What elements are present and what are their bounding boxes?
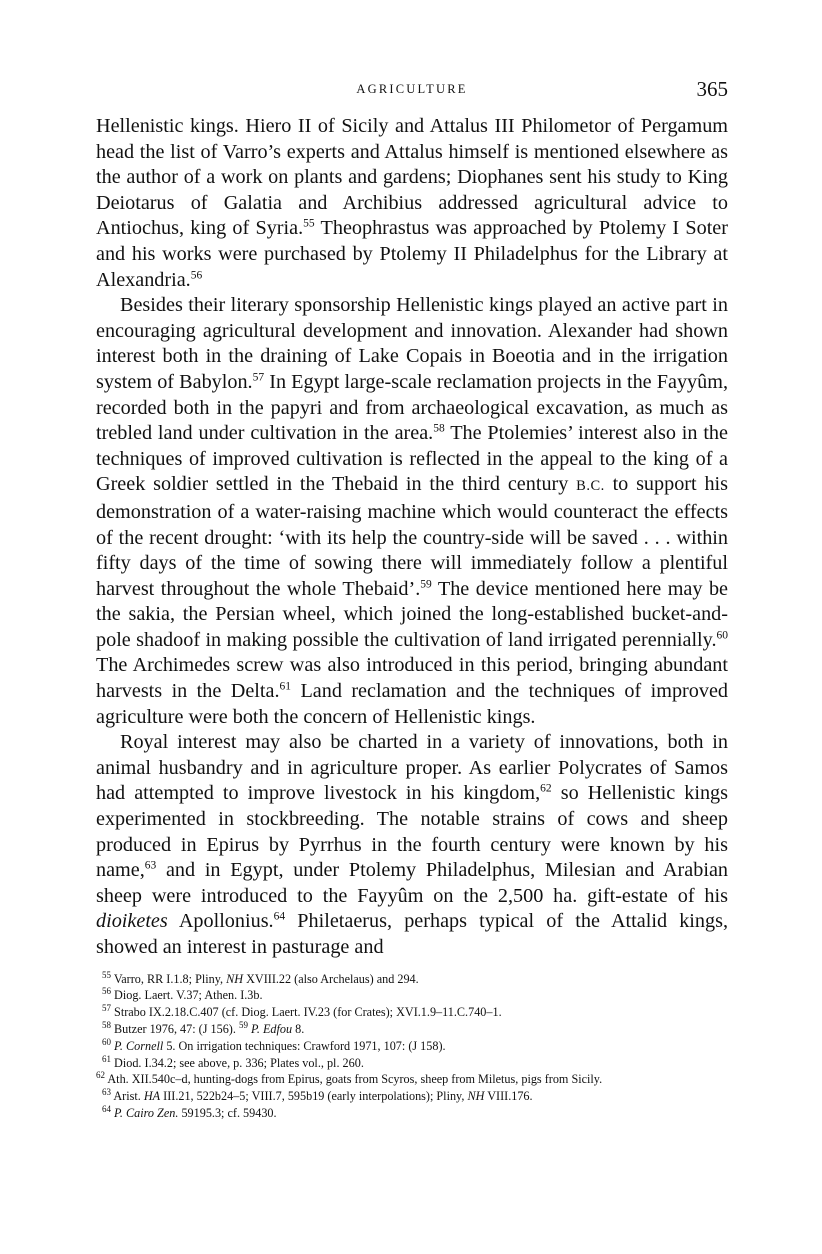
footnote-ref: 57	[252, 371, 265, 384]
running-head	[96, 77, 728, 102]
paragraph	[96, 293, 728, 730]
text-run: Philetaerus, perhaps typical of the Attalid kings, showed an interest in pasturage and	[96, 910, 728, 958]
footnote	[96, 1038, 728, 1055]
italic-run: HA	[143, 1089, 161, 1104]
text-run: Diog. Laert. V.37; Athen. I.3b.	[114, 988, 263, 1003]
italic-run: P. Edfou	[251, 1021, 293, 1036]
footnote	[96, 1021, 728, 1038]
italic-run: NH	[467, 1089, 485, 1104]
footnote-ref: 56	[190, 268, 203, 281]
footnote	[96, 1055, 728, 1072]
text-run: The device mentioned here may be the sakia, the Persian wheel, which joined the long-established bucket-and-pole shadoof in making possible the cultivation of land irrigated perennially.	[96, 577, 728, 651]
footnote-ref: 55	[303, 217, 315, 230]
book-page	[96, 77, 729, 1122]
footnote-number: 63	[102, 1087, 111, 1098]
italic-run: P. Cairo Zen.	[114, 1105, 179, 1120]
text-run: Royal interest may also be charted in a variety of innovations, both in animal husbandry and in agriculture proper. As earlier Polycrates of Samos had attempted to improve livestock in his kingdom,	[96, 731, 728, 805]
italic-run: dioiketes	[96, 910, 168, 933]
text-run: and in Egypt, under Ptolemy Philadelphus, Milesian and Arabian sheep were introduced to the Fayyûm on the 2,500 ha. gift-estate of his	[96, 859, 728, 907]
footnote	[96, 971, 728, 988]
text-run: III.21, 522b24–5; VIII.7, 595b19 (early interpolations); Pliny,	[160, 1089, 468, 1104]
text-run: XVIII.22 (also Archelaus) and 294.	[243, 971, 419, 986]
text-run: Diod. I.34.2; see above, p. 336; Plates vol., pl. 260.	[114, 1055, 364, 1070]
footnote-ref: 62	[540, 782, 552, 795]
paragraph	[96, 114, 728, 293]
small-caps-run: B.C.	[576, 478, 605, 495]
text-run: The Ptolemies’ interest also in the techniques of improved cultivation is reflected in the appeal to the king of a Greek soldier settled in the Thebaid in the third century	[96, 422, 728, 496]
text-run: Land reclamation and the techniques of improved agriculture were both the concern of Hellenistic kings.	[96, 680, 729, 728]
running-title: AGRICULTURE	[356, 82, 468, 96]
footnote-number: 64	[102, 1103, 111, 1114]
text-run: Hellenistic kings. Hiero II of Sicily and Attalus III Philometor of Pergamum head the list of Varro’s experts and Attalus himself is mentioned elsewhere as the author of a work on plants and gardens; Diophanes sent his study to King Deiotarus of Galatia and Archibius addressed agricultural advice to Antiochus, king of Syria.	[96, 115, 728, 240]
text-run: The Archimedes screw was also introduced in this period, bringing abundant harvests in the Delta.	[96, 654, 728, 703]
body-text	[96, 114, 728, 961]
text-run: Ath. XII.540c–d, hunting-dogs from Epirus, goats from Scyros, sheep from Miletus, pigs from Sicily.	[107, 1072, 603, 1087]
footnotes	[96, 971, 728, 1122]
page-number: 365	[696, 77, 728, 101]
footnote-ref: 59	[420, 577, 432, 590]
italic-run: P. Cornell	[114, 1038, 164, 1053]
text-run: VIII.176.	[484, 1089, 533, 1104]
text-run: to support his demonstration of a water-raising machine which would counteract the effects of the recent drought: ‘with its help the country-side will be saved . . . within fifty days of the time of sowing there will immediately follow a plentiful harvest throughout the whole Thebaid’.	[96, 473, 729, 600]
footnote-number: 57	[102, 1003, 111, 1014]
text-run: 59195.3; cf. 59430.	[178, 1105, 277, 1120]
italic-run: NH	[226, 971, 244, 986]
footnote-number: 61	[102, 1053, 111, 1064]
footnote-ref: 63	[144, 859, 157, 872]
text-run: 5. On irrigation techniques: Crawford 1971, 107: (J 158).	[163, 1038, 446, 1053]
footnote	[96, 1105, 728, 1122]
text-run: 8.	[292, 1021, 305, 1036]
footnote-ref: 60	[716, 629, 728, 642]
footnote-number: 55	[102, 969, 111, 980]
footnote-ref: 61	[279, 680, 292, 693]
footnote-ref: 58	[433, 422, 445, 435]
text-run: Arist.	[113, 1089, 144, 1104]
text-run: Theophrastus was approached by Ptolemy I Soter and his works were purchased by Ptolemy II Philadelphus for the Library at Alexandria.	[96, 217, 728, 291]
text-run: In Egypt large-scale reclamation projects in the Fayyûm, recorded both in the papyri and from archaeological excavation, as much as trebled land under cultivation in the area.	[96, 370, 728, 445]
text-run: Varro, RR I.1.8; Pliny,	[113, 971, 227, 986]
text-run: Besides their literary sponsorship Hellenistic kings played an active part in encouraging agricultural development and innovation. Alexander had shown interest both in the draining of Lake Copais in Boeotia and in the irrigation system of Babylon.	[96, 294, 728, 393]
footnote-number: 60	[102, 1036, 111, 1047]
footnote-number: 62	[96, 1070, 105, 1081]
text-run: so Hellenistic kings experimented in stockbreeding. The notable strains of cows and sheep produced in Epirus by Pyrrhus in the fourth century were known by his name,	[96, 782, 728, 882]
footnote	[96, 1004, 728, 1021]
text-run: Strabo IX.2.18.C.407 (cf. Diog. Laert. IV.23 (for Crates); XVI.1.9–11.C.740–1.	[114, 1005, 502, 1020]
footnote	[96, 987, 728, 1004]
footnote-number: 56	[102, 986, 111, 997]
footnote-number: 58	[102, 1019, 111, 1030]
text-run: Apollonius.	[167, 910, 274, 933]
paragraph	[96, 730, 728, 960]
footnote	[96, 1088, 728, 1105]
text-run: Butzer 1976, 47: (J 156).	[114, 1021, 239, 1036]
footnote-number: 59	[238, 1019, 248, 1030]
footnote	[96, 1071, 728, 1088]
footnote-ref: 64	[273, 910, 286, 923]
